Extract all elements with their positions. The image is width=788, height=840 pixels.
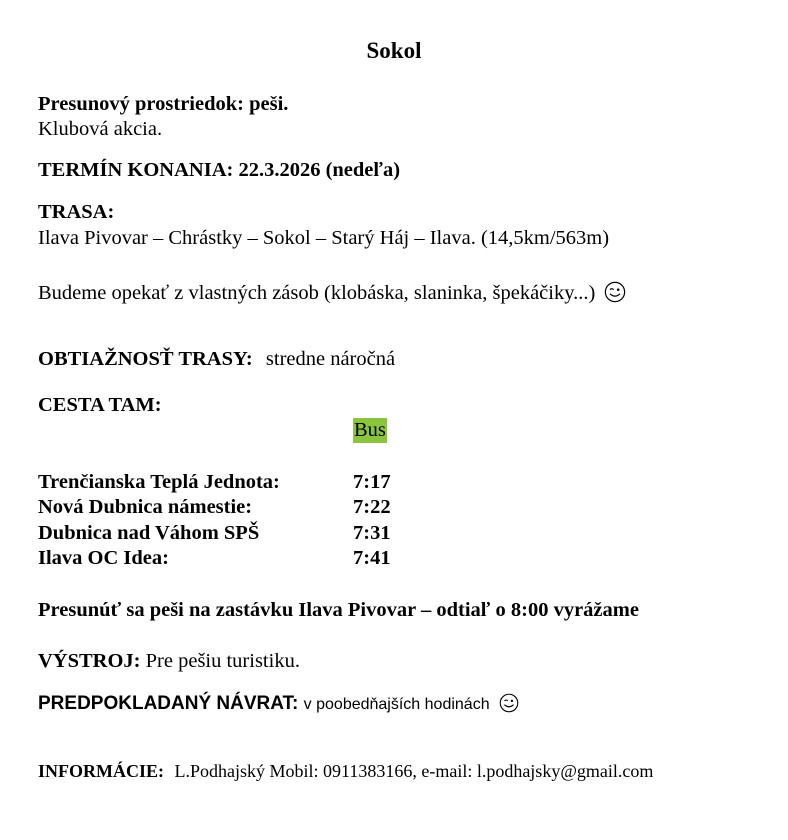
stop-name: Nová Dubnica námestie: bbox=[38, 496, 253, 518]
transport-type-badge: Bus bbox=[354, 419, 386, 441]
return-value: v poobedňajších hodinách bbox=[303, 696, 490, 713]
food-text: Budeme opekať z vlastných zásob (klobáska, slaninka, špekáčiky...) bbox=[38, 282, 596, 304]
stop-name: Ilava OC Idea: bbox=[38, 547, 169, 569]
difficulty-label: OBTIAŽNOSŤ TRASY: bbox=[38, 348, 253, 370]
stop-time: 7:41 bbox=[353, 547, 391, 569]
info-value: L.Podhajský Mobil: 0911383166, e-mail: l.podhajsky@gmail.com bbox=[174, 761, 654, 781]
stop-time: 7:31 bbox=[353, 522, 391, 544]
journey-label: CESTA TAM: bbox=[38, 394, 162, 416]
winking-smiley-icon bbox=[604, 281, 626, 303]
difficulty-value: stredne náročná bbox=[265, 348, 396, 370]
transfer-text: Presunúť sa peši na zastávku Ilava Pivovar – odtiaľ o 8:00 vyrážame bbox=[38, 599, 639, 621]
transport-note: Klubová akcia. bbox=[38, 118, 163, 140]
difficulty-line bbox=[38, 347, 395, 372]
winking-smiley-icon bbox=[499, 693, 519, 713]
stop-time: 7:17 bbox=[353, 471, 391, 493]
route-label: TRASA: bbox=[38, 201, 115, 223]
info-label: INFORMÁCIE: bbox=[38, 761, 164, 781]
transport-label: Presunový prostriedok: peši. bbox=[38, 93, 289, 115]
stop-name: Dubnica nad Váhom SPŠ bbox=[38, 522, 260, 544]
event-date: TERMÍN KONANIA: 22.3.2026 (nedeľa) bbox=[38, 159, 401, 181]
stop-time: 7:22 bbox=[353, 496, 391, 518]
stop-name: Trenčianska Teplá Jednota: bbox=[38, 471, 280, 493]
equipment-label: VÝSTROJ: bbox=[38, 650, 141, 672]
page-title: Sokol bbox=[366, 38, 422, 63]
food-line bbox=[38, 281, 626, 306]
route-text: Ilava Pivovar – Chrástky – Sokol – Starý Háj – Ilava. (14,5km/563m) bbox=[38, 227, 610, 249]
return-line bbox=[38, 692, 519, 717]
return-label: PREDPOKLADANÝ NÁVRAT: bbox=[38, 693, 299, 714]
equipment-line bbox=[38, 649, 300, 674]
equipment-value: Pre pešiu turistiku. bbox=[145, 650, 300, 672]
info-line bbox=[38, 760, 653, 782]
